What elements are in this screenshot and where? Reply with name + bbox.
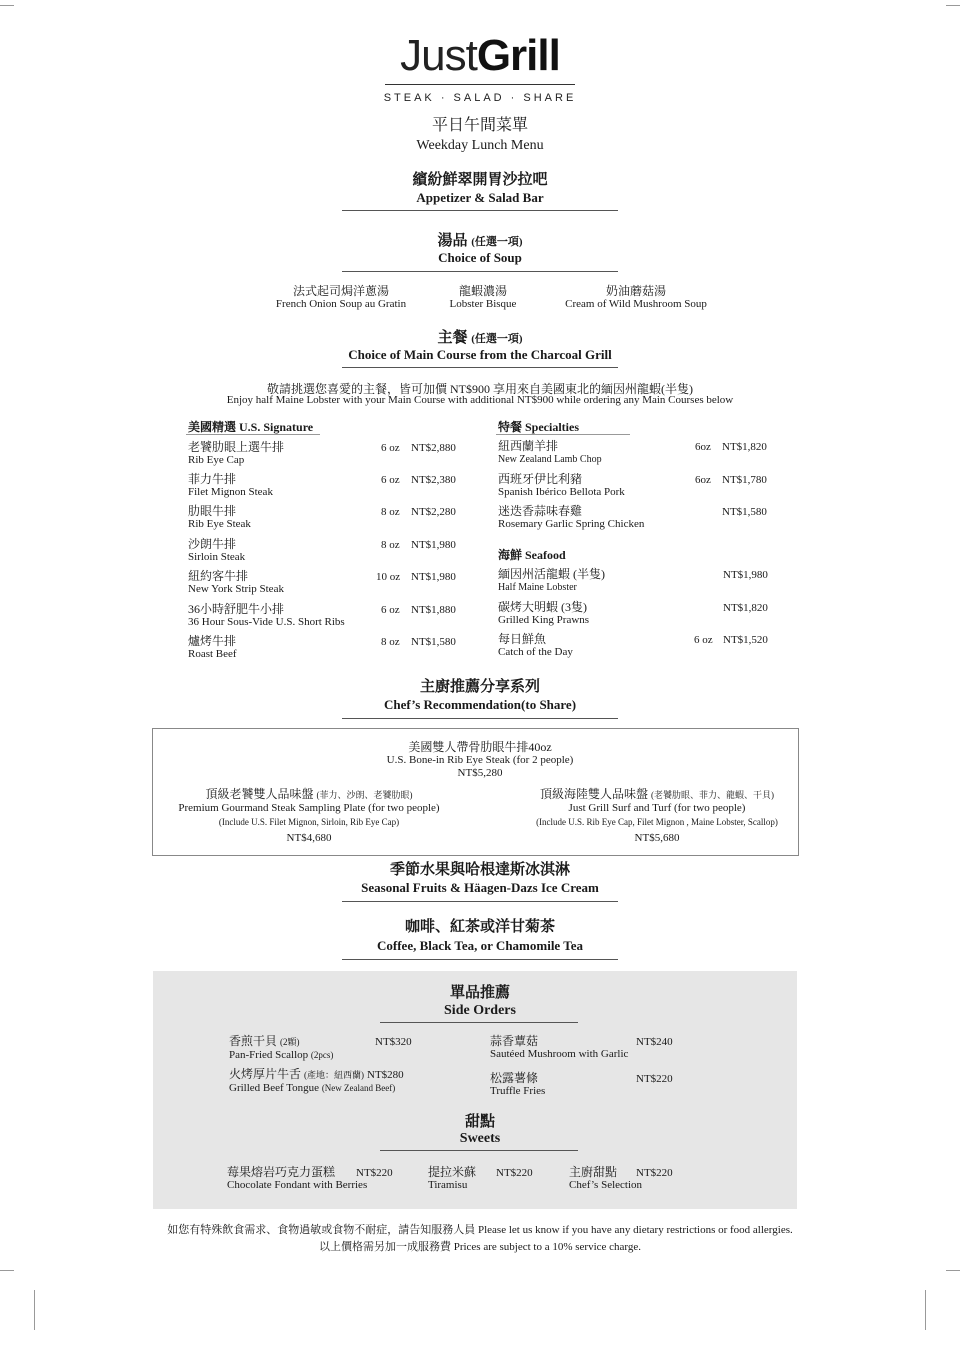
menu-item-weight: 8 oz <box>381 506 400 518</box>
side-item-price: NT$320 <box>375 1036 412 1048</box>
lobster-upgrade-en: Enjoy half Maine Lobster with your Main Course with additional NT$900 while ordering any Main Courses below <box>226 394 734 406</box>
crop-mark <box>0 1270 14 1271</box>
menu-item-en: Half Maine Lobster <box>498 582 577 593</box>
us-signature-heading: 美國精選 U.S. Signature <box>188 420 314 434</box>
sweet-item-en: Chocolate Fondant with Berries <box>227 1179 368 1191</box>
side-item-zh-note: (產地：紐西蘭) <box>304 1070 365 1080</box>
coffee-heading-en: Coffee, Black Tea, or Chamomile Tea <box>377 938 583 953</box>
menu-item-weight: 6 oz <box>381 442 400 454</box>
side-item-zh: 蒜香蕈菇 <box>490 1034 539 1048</box>
logo-tagline: STEAK · SALAD · SHARE <box>383 92 577 104</box>
side-item <box>490 1034 628 1061</box>
gourmand-zh: 頂級老饕雙人品味盤 <box>205 787 314 801</box>
gourmand-plate <box>164 787 454 845</box>
side-item-en: Grilled Beef Tongue <box>229 1082 320 1094</box>
share-rule <box>342 718 618 719</box>
menu-item-en: Sirloin Steak <box>188 551 246 563</box>
side-item-zh: 香煎干貝 <box>229 1034 278 1048</box>
menu-item-price: NT$1,520 <box>723 634 768 646</box>
menu-item-en: New York Strip Steak <box>188 583 284 595</box>
side-item <box>490 1071 545 1098</box>
menu-item <box>498 567 605 594</box>
menu-item-en: Rosemary Garlic Spring Chicken <box>498 518 645 530</box>
sweet-item-price: NT$220 <box>496 1167 533 1179</box>
us-signature-rule <box>186 434 320 435</box>
share-heading-zh: 主廚推薦分享系列 <box>419 679 540 695</box>
surf-note: (Include U.S. Rib Eye Cap, Filet Mignon , Maine Lobster, Scallop) <box>536 817 778 827</box>
side-item-en: Truffle Fries <box>490 1085 546 1097</box>
soup-item-en: Lobster Bisque <box>449 298 517 310</box>
menu-item-zh: 每日鮮魚 <box>498 632 547 646</box>
side-item-zh-note: (2顆) <box>280 1037 300 1047</box>
soup-item-zh: 法式起司焗洋蔥湯 <box>292 284 389 298</box>
main-heading-zh-text: 主餐 <box>437 330 468 346</box>
main-heading-zh <box>0 329 960 348</box>
sweet-item-zh: 提拉米蘇 <box>428 1165 477 1179</box>
menu-item-price: NT$1,580 <box>411 636 456 648</box>
side-item-zh: 松露薯條 <box>490 1071 539 1085</box>
menu-item-zh: 沙朗牛排 <box>188 537 237 551</box>
menu-item-en: Rib Eye Steak <box>188 518 251 530</box>
soup-item <box>268 284 414 311</box>
side-item-en-note: (New Zealand Beef) <box>321 1083 396 1093</box>
soup-item <box>556 284 716 311</box>
sweet-item-en: Chef’s Selection <box>569 1179 643 1191</box>
crop-mark <box>34 1290 35 1330</box>
main-rule <box>342 367 618 368</box>
side-item <box>229 1067 404 1095</box>
menu-item-en: Rib Eye Cap <box>188 454 245 466</box>
menu-item-zh: 紐約客牛排 <box>188 569 249 583</box>
salad-rule <box>342 210 618 211</box>
crop-mark <box>0 5 14 6</box>
menu-item <box>498 439 602 466</box>
menu-item-weight: 6oz <box>695 441 711 453</box>
sides-heading-zh: 單品推薦 <box>449 985 510 1001</box>
crop-mark <box>946 1270 960 1271</box>
surf-turf-plate <box>526 787 788 845</box>
menu-title-en: Weekday Lunch Menu <box>416 138 544 153</box>
logo-grill: Grill <box>476 31 560 80</box>
menu-item-en: Filet Mignon Steak <box>188 486 273 498</box>
menu-item-weight: 10 oz <box>376 571 401 583</box>
menu-item-price: NT$1,980 <box>411 539 456 551</box>
menu-item-zh: 爐烤牛排 <box>188 634 237 648</box>
sweets-rule <box>380 1150 578 1151</box>
menu-item <box>498 632 573 659</box>
soup-heading-en: Choice of Soup <box>438 250 522 265</box>
salad-heading-en: Appetizer & Salad Bar <box>416 190 544 205</box>
soup-heading-zh <box>0 232 960 251</box>
crop-mark <box>946 5 960 6</box>
side-item-price: NT$220 <box>636 1073 673 1085</box>
share-heading-en: Chef’s Recommendation(to Share) <box>383 697 577 712</box>
menu-item-zh: 老饕肋眼上選牛排 <box>188 440 285 454</box>
menu-item-zh: 西班牙伊比利豬 <box>498 472 583 486</box>
specialties-rule <box>496 434 630 435</box>
surf-price: NT$5,680 <box>634 832 680 844</box>
menu-item-price: NT$2,380 <box>411 474 456 486</box>
gourmand-note: (Include U.S. Filet Mignon, Sirloin, Rib Eye Cap) <box>218 817 400 827</box>
menu-item-weight: 8 oz <box>381 636 400 648</box>
menu-item-price: NT$2,280 <box>411 506 456 518</box>
menu-item <box>188 537 245 564</box>
service-charge-notice: 以上價格需另加一成服務費 Prices are subject to a 10% service charge. <box>318 1241 642 1253</box>
soup-item-zh: 奶油蘑菇湯 <box>605 284 666 298</box>
bone-in-zh: 美國雙人帶骨肋眼牛排40oz <box>408 740 552 754</box>
coffee-heading-zh: 咖啡、紅茶或洋甘菊茶 <box>404 919 555 935</box>
gourmand-price: NT$4,680 <box>286 832 332 844</box>
menu-item <box>498 472 625 499</box>
coffee-rule <box>342 959 618 960</box>
side-item-en: Pan-Fried Scallop <box>229 1049 309 1061</box>
menu-item-zh: 迷迭香蒜味春雞 <box>498 504 583 518</box>
menu-item-price: NT$1,780 <box>722 474 767 486</box>
fruit-heading-en: Seasonal Fruits & Häagen-Dazs Ice Cream <box>361 880 599 895</box>
menu-item <box>188 634 237 661</box>
lobster-upgrade-zh: 敬請挑選您喜愛的主餐，皆可加價 NT$900 享用來自美國東北的緬因州龍蝦(半隻) <box>267 382 693 396</box>
menu-item-zh: 36小時舒肥牛小排 <box>188 602 285 616</box>
sweet-item <box>428 1165 476 1192</box>
sweet-item-zh: 莓果熔岩巧克力蛋糕 <box>227 1165 336 1179</box>
menu-item <box>188 440 284 467</box>
sweet-item-zh: 主廚甜點 <box>569 1165 618 1179</box>
sweet-item-price: NT$220 <box>356 1167 393 1179</box>
menu-item-en: New Zealand Lamb Chop <box>498 454 602 465</box>
menu-title-zh: 平日午間菜單 <box>431 117 528 134</box>
fruit-heading-zh: 季節水果與哈根達斯冰淇淋 <box>389 862 570 878</box>
menu-item-price: NT$1,980 <box>723 569 768 581</box>
menu-item-price: NT$1,980 <box>411 571 456 583</box>
menu-item-price: NT$1,820 <box>723 602 768 614</box>
sweet-item-price: NT$220 <box>636 1167 673 1179</box>
menu-item <box>188 569 284 596</box>
soup-heading-zh-text: 湯品 <box>437 233 468 249</box>
crop-mark <box>925 1290 926 1330</box>
menu-item-zh: 緬因州活龍蝦 (半隻) <box>498 567 605 581</box>
sweet-item-en: Tiramisu <box>428 1179 468 1191</box>
menu-item <box>188 602 345 629</box>
side-item <box>229 1034 333 1062</box>
menu-item-weight: 6 oz <box>381 604 400 616</box>
menu-item <box>188 472 273 499</box>
menu-item-price: NT$1,580 <box>722 506 767 518</box>
soup-rule <box>342 271 618 272</box>
sides-heading-en: Side Orders <box>444 1003 516 1018</box>
side-item-en-note: (2pcs) <box>310 1050 334 1060</box>
menu-item-en: 36 Hour Sous-Vide U.S. Short Ribs <box>188 616 345 628</box>
sweet-item <box>569 1165 642 1192</box>
side-item-zh: 火烤厚片牛舌 <box>229 1067 302 1081</box>
main-heading-en: Choice of Main Course from the Charcoal Grill <box>348 347 612 362</box>
soup-heading-zh-note: (任選一項) <box>471 236 523 248</box>
menu-item-price: NT$2,880 <box>411 442 456 454</box>
allergy-notice: 如您有特殊飲食需求、食物過敏或食物不耐症，請告知服務人員 Please let us know if you have any dietary restrictions or food allergies. <box>167 1224 793 1236</box>
side-item-price: NT$280 <box>367 1069 404 1081</box>
soup-item <box>440 284 526 311</box>
side-item-en: Sautéed Mushroom with Garlic <box>490 1048 629 1060</box>
soup-item-en: French Onion Soup au Gratin <box>275 298 407 310</box>
logo-divider <box>385 84 575 85</box>
seafood-heading: 海鮮 Seafood <box>498 548 566 562</box>
bone-in-price: NT$5,280 <box>457 767 503 779</box>
sweet-item <box>227 1165 367 1192</box>
menu-item-price: NT$1,820 <box>722 441 767 453</box>
menu-item <box>498 600 589 627</box>
menu-item-zh: 肋眼牛排 <box>188 504 237 518</box>
gourmand-zh-note: (菲力、沙朗、老饕肋眼) <box>316 790 413 800</box>
menu-item-weight: 8 oz <box>381 539 400 551</box>
sweets-heading-zh: 甜點 <box>464 1114 495 1130</box>
menu-item-price: NT$1,880 <box>411 604 456 616</box>
menu-item-en: Spanish Ibérico Bellota Pork <box>498 486 625 498</box>
side-item-price: NT$240 <box>636 1036 673 1048</box>
menu-item-en: Catch of the Day <box>498 646 573 658</box>
brand-logo <box>0 30 960 104</box>
menu-item-zh: 紐西蘭羊排 <box>498 439 559 453</box>
menu-item-weight: 6 oz <box>381 474 400 486</box>
fruit-rule <box>342 901 618 902</box>
menu-item-en: Roast Beef <box>188 648 237 660</box>
logo-just: Just <box>400 31 477 80</box>
surf-zh-note: (老饕肋眼、菲力、龍蝦、干貝) <box>651 790 774 800</box>
menu-item-zh: 碳烤大明蝦 (3隻) <box>498 600 587 614</box>
main-heading-zh-note: (任選一項) <box>471 333 523 345</box>
soup-item-en: Cream of Wild Mushroom Soup <box>565 298 707 310</box>
menu-item-zh: 菲力牛排 <box>188 472 237 486</box>
specialties-heading: 特餐 Specialties <box>498 420 579 434</box>
menu-item-weight: 6oz <box>695 474 711 486</box>
surf-en: Just Grill Surf and Turf (for two people) <box>568 802 746 814</box>
menu-item-weight: 6 oz <box>694 634 713 646</box>
menu-item-en: Grilled King Prawns <box>498 614 590 626</box>
gourmand-en: Premium Gourmand Steak Sampling Plate (for two people) <box>178 802 440 814</box>
surf-zh: 頂級海陸雙人品味盤 <box>539 787 648 801</box>
menu-item <box>498 504 644 531</box>
salad-heading-zh: 繽紛鮮翠開胃沙拉吧 <box>412 172 548 188</box>
soup-item-zh: 龍蝦濃湯 <box>458 284 507 298</box>
bone-in-en: U.S. Bone-in Rib Eye Steak (for 2 people) <box>386 754 574 766</box>
menu-item <box>188 504 251 531</box>
sides-rule <box>380 1022 578 1023</box>
sweets-heading-en: Sweets <box>459 1131 501 1146</box>
